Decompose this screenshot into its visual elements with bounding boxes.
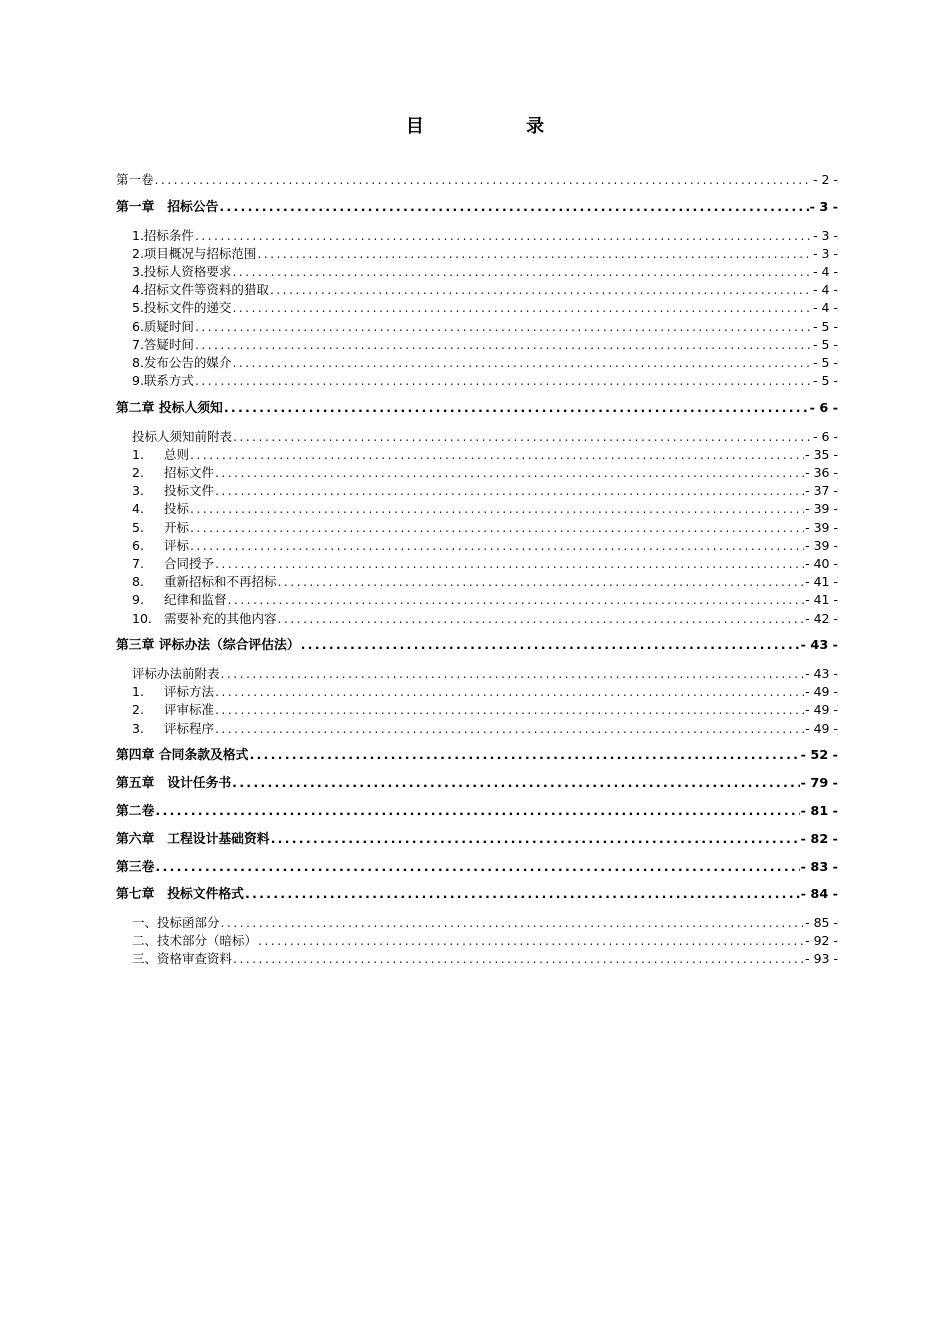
toc-entry-label: 6.质疑时间 bbox=[132, 318, 194, 334]
dot-leader bbox=[232, 263, 812, 281]
toc-entry[interactable] bbox=[116, 354, 838, 372]
toc-entry[interactable] bbox=[116, 482, 838, 500]
toc-entry-text: 需要补充的其他内容 bbox=[164, 610, 277, 626]
dot-leader bbox=[301, 637, 800, 655]
toc-chapter-entry[interactable] bbox=[116, 400, 838, 418]
toc-page-number: - 6 - bbox=[813, 428, 838, 444]
toc-page-number: - 81 - bbox=[800, 803, 838, 819]
toc-page-number: - 4 - bbox=[813, 300, 838, 316]
toc-entry-label: 第二卷 bbox=[116, 803, 155, 819]
toc-page-number: - 39 - bbox=[805, 519, 838, 535]
toc-page-number: - 49 - bbox=[805, 684, 838, 700]
toc-entry[interactable] bbox=[116, 932, 838, 950]
toc-entry-number: 7. bbox=[132, 555, 144, 571]
toc-page-number: - 39 - bbox=[805, 501, 838, 517]
dot-leader bbox=[215, 482, 804, 500]
toc-chapter-entry[interactable] bbox=[116, 803, 838, 821]
toc-entry-label bbox=[116, 519, 189, 537]
toc-entry-label bbox=[116, 610, 277, 628]
dot-leader bbox=[190, 446, 804, 464]
toc-entry-label bbox=[116, 683, 214, 701]
toc-entry-label: 9.联系方式 bbox=[132, 373, 194, 389]
toc-page-number: - 42 - bbox=[805, 610, 838, 626]
toc-chapter-entry[interactable] bbox=[116, 637, 838, 655]
toc-entry-number: 4. bbox=[132, 501, 144, 517]
toc-entry-number: 3. bbox=[132, 483, 144, 499]
toc-title: 目 录 bbox=[405, 116, 593, 137]
toc-chapter-entry[interactable] bbox=[116, 831, 838, 849]
toc-entry[interactable] bbox=[116, 519, 838, 537]
dot-leader bbox=[232, 299, 812, 317]
toc-entry-number: 2. bbox=[132, 465, 144, 480]
toc-entry-label: 第一章 招标公告 bbox=[116, 199, 219, 215]
toc-entry[interactable] bbox=[116, 701, 838, 719]
toc-page-number: - 36 - bbox=[805, 465, 838, 480]
toc-page-number: - 79 - bbox=[800, 776, 838, 792]
toc-entry-label: 7.答疑时间 bbox=[132, 336, 194, 352]
toc-entry-label: 第三卷 bbox=[116, 859, 155, 875]
dot-leader bbox=[155, 171, 813, 189]
toc-entry-label: 第五章 设计任务书 bbox=[116, 776, 232, 792]
toc-entry[interactable] bbox=[116, 281, 838, 299]
toc-page-number: - 49 - bbox=[805, 720, 838, 736]
toc-page-number: - 3 - bbox=[813, 245, 838, 261]
dot-leader bbox=[195, 227, 812, 245]
dot-leader bbox=[190, 537, 804, 555]
toc-chapter-entry[interactable] bbox=[116, 886, 838, 904]
toc-entry-label bbox=[116, 573, 277, 591]
toc-entry[interactable] bbox=[116, 555, 838, 573]
toc-entry-label: 第一卷 bbox=[116, 172, 154, 187]
toc-entry[interactable] bbox=[116, 683, 838, 701]
toc-entry[interactable] bbox=[116, 950, 838, 968]
toc-entry-number: 1. bbox=[132, 446, 144, 462]
toc-page-number: - 85 - bbox=[805, 915, 838, 931]
toc-entry-number: 1. bbox=[132, 684, 144, 700]
toc-entry[interactable] bbox=[116, 299, 838, 317]
toc-entry-label: 二、技术部分（暗标） bbox=[132, 933, 258, 949]
toc-entry-label: 第七章 投标文件格式 bbox=[116, 887, 244, 903]
toc-entry[interactable] bbox=[116, 227, 838, 245]
toc-entry[interactable] bbox=[116, 720, 838, 738]
table-of-contents bbox=[116, 171, 838, 969]
toc-entry-text: 总则 bbox=[164, 446, 190, 462]
toc-page-number: - 5 - bbox=[813, 336, 838, 352]
dot-leader bbox=[270, 281, 812, 299]
dot-leader bbox=[215, 683, 804, 701]
toc-entry-label: 2.项目概况与招标范围 bbox=[132, 245, 257, 261]
toc-entry[interactable] bbox=[116, 610, 838, 628]
toc-entry-label: 第二章 投标人须知 bbox=[116, 400, 223, 416]
toc-page-number: - 92 - bbox=[805, 933, 838, 949]
toc-entry[interactable] bbox=[116, 336, 838, 354]
dot-leader bbox=[278, 573, 805, 591]
toc-page-number: - 37 - bbox=[805, 483, 838, 499]
toc-page-number: - 43 - bbox=[805, 666, 838, 682]
toc-page-number: - 5 - bbox=[813, 373, 838, 389]
toc-page-number: - 4 - bbox=[813, 282, 838, 298]
toc-page-number: - 35 - bbox=[805, 446, 838, 462]
dot-leader bbox=[221, 665, 805, 683]
toc-page-number: - 39 - bbox=[805, 537, 838, 553]
toc-page-number: - 3 - bbox=[813, 227, 838, 243]
toc-entry-number: 5. bbox=[132, 519, 144, 535]
toc-page-number: - 5 - bbox=[813, 354, 838, 370]
toc-entry-number: 3. bbox=[132, 720, 144, 736]
toc-page-number: - 41 - bbox=[805, 592, 838, 608]
toc-chapter-entry[interactable] bbox=[116, 747, 838, 765]
toc-entry-text: 投标文件 bbox=[164, 483, 215, 499]
dot-leader bbox=[249, 747, 799, 765]
toc-entry-text: 招标文件 bbox=[164, 465, 215, 480]
toc-entry-label: 一、投标函部分 bbox=[132, 915, 220, 931]
dot-leader bbox=[224, 400, 809, 418]
toc-entry-label bbox=[116, 464, 214, 482]
dot-leader bbox=[215, 464, 804, 482]
toc-entry-label: 三、资格审查资料 bbox=[132, 951, 233, 967]
toc-entry-label: 第四章 合同条款及格式 bbox=[116, 748, 249, 764]
toc-page-number: - 4 - bbox=[813, 263, 838, 279]
toc-entry-number: 10. bbox=[132, 610, 152, 626]
toc-entry-label bbox=[116, 446, 189, 464]
toc-entry-label: 5.投标文件的递交 bbox=[132, 300, 232, 316]
toc-entry-text: 评标 bbox=[164, 537, 190, 553]
dot-leader bbox=[195, 372, 812, 390]
toc-page-number: - 40 - bbox=[805, 555, 838, 571]
dot-leader bbox=[278, 610, 805, 628]
toc-entry[interactable] bbox=[116, 428, 838, 446]
dot-leader bbox=[257, 245, 812, 263]
toc-entry-label: 评标办法前附表 bbox=[132, 666, 220, 682]
toc-entry-text: 评标程序 bbox=[164, 720, 215, 736]
toc-entry[interactable] bbox=[116, 245, 838, 263]
toc-entry[interactable] bbox=[116, 591, 838, 609]
toc-entry-number: 2. bbox=[132, 702, 144, 718]
toc-page-number: - 83 - bbox=[800, 859, 838, 875]
toc-entry-number: 6. bbox=[132, 537, 144, 553]
toc-entry-label: 第三章 评标办法（综合评估法） bbox=[116, 638, 300, 654]
toc-entry-label bbox=[116, 482, 214, 500]
dot-leader bbox=[233, 428, 812, 446]
toc-entry-label: 第六章 工程设计基础资料 bbox=[116, 831, 270, 847]
dot-leader bbox=[232, 775, 799, 793]
toc-page-number: - 43 - bbox=[800, 638, 838, 654]
dot-leader bbox=[258, 932, 804, 950]
toc-entry-label: 8.发布公告的媒介 bbox=[132, 354, 232, 370]
dot-leader bbox=[232, 354, 812, 372]
toc-entry[interactable] bbox=[116, 263, 838, 281]
toc-page-number: - 5 - bbox=[813, 318, 838, 334]
dot-leader bbox=[215, 720, 804, 738]
dot-leader bbox=[228, 591, 805, 609]
toc-page-number: - 41 - bbox=[805, 574, 838, 590]
toc-chapter-entry[interactable] bbox=[116, 859, 838, 877]
toc-entry[interactable] bbox=[116, 464, 838, 482]
dot-leader bbox=[190, 500, 804, 518]
toc-page-number: - 3 - bbox=[809, 199, 838, 215]
dot-leader bbox=[155, 859, 799, 877]
dot-leader bbox=[190, 519, 804, 537]
toc-entry-label bbox=[116, 591, 227, 609]
toc-page-number: - 52 - bbox=[800, 748, 838, 764]
dot-leader bbox=[195, 318, 812, 336]
toc-entry-label bbox=[116, 701, 214, 719]
toc-entry-number: 9. bbox=[132, 592, 144, 608]
toc-entry-text: 评审标准 bbox=[164, 702, 215, 718]
dot-leader bbox=[271, 831, 800, 849]
toc-chapter-entry[interactable] bbox=[116, 775, 838, 793]
toc-entry-number: 8. bbox=[132, 574, 144, 590]
toc-entry[interactable] bbox=[116, 500, 838, 518]
toc-entry-text: 开标 bbox=[164, 519, 190, 535]
dot-leader bbox=[215, 555, 804, 573]
toc-page-number: - 84 - bbox=[800, 887, 838, 903]
toc-entry-text: 评标方法 bbox=[164, 684, 215, 700]
dot-leader bbox=[195, 336, 812, 354]
toc-page-number: - 6 - bbox=[809, 400, 838, 416]
toc-entry-label bbox=[116, 720, 214, 738]
dot-leader bbox=[155, 803, 799, 821]
toc-entry[interactable] bbox=[116, 537, 838, 555]
toc-entry[interactable] bbox=[116, 171, 838, 189]
toc-entry[interactable] bbox=[116, 318, 838, 336]
toc-entry[interactable] bbox=[116, 372, 838, 390]
dot-leader bbox=[215, 701, 804, 719]
toc-entry[interactable] bbox=[116, 446, 838, 464]
toc-entry[interactable] bbox=[116, 573, 838, 591]
toc-page-number: - 2 - bbox=[813, 172, 838, 187]
dot-leader bbox=[219, 199, 808, 217]
dot-leader bbox=[221, 914, 805, 932]
toc-entry-label: 4.招标文件等资料的猎取 bbox=[132, 282, 269, 298]
toc-page-number: - 93 - bbox=[805, 951, 838, 967]
toc-entry-text: 重新招标和不再招标 bbox=[164, 574, 277, 590]
toc-page-number: - 49 - bbox=[805, 702, 838, 718]
toc-entry-text: 投标 bbox=[164, 501, 190, 517]
dot-leader bbox=[245, 886, 800, 904]
toc-entry-label: 1.招标条件 bbox=[132, 227, 194, 243]
toc-entry-label: 3.投标人资格要求 bbox=[132, 263, 232, 279]
toc-entry-label bbox=[116, 555, 214, 573]
toc-entry-label: 投标人须知前附表 bbox=[132, 428, 233, 444]
toc-chapter-entry[interactable] bbox=[116, 199, 838, 217]
toc-entry-label bbox=[116, 537, 189, 555]
toc-entry-text: 纪律和监督 bbox=[164, 592, 227, 608]
toc-entry[interactable] bbox=[116, 914, 838, 932]
toc-entry-label bbox=[116, 500, 189, 518]
toc-entry-text: 合同授予 bbox=[164, 555, 215, 571]
toc-page-number: - 82 - bbox=[800, 831, 838, 847]
dot-leader bbox=[233, 950, 804, 968]
toc-entry[interactable] bbox=[116, 665, 838, 683]
